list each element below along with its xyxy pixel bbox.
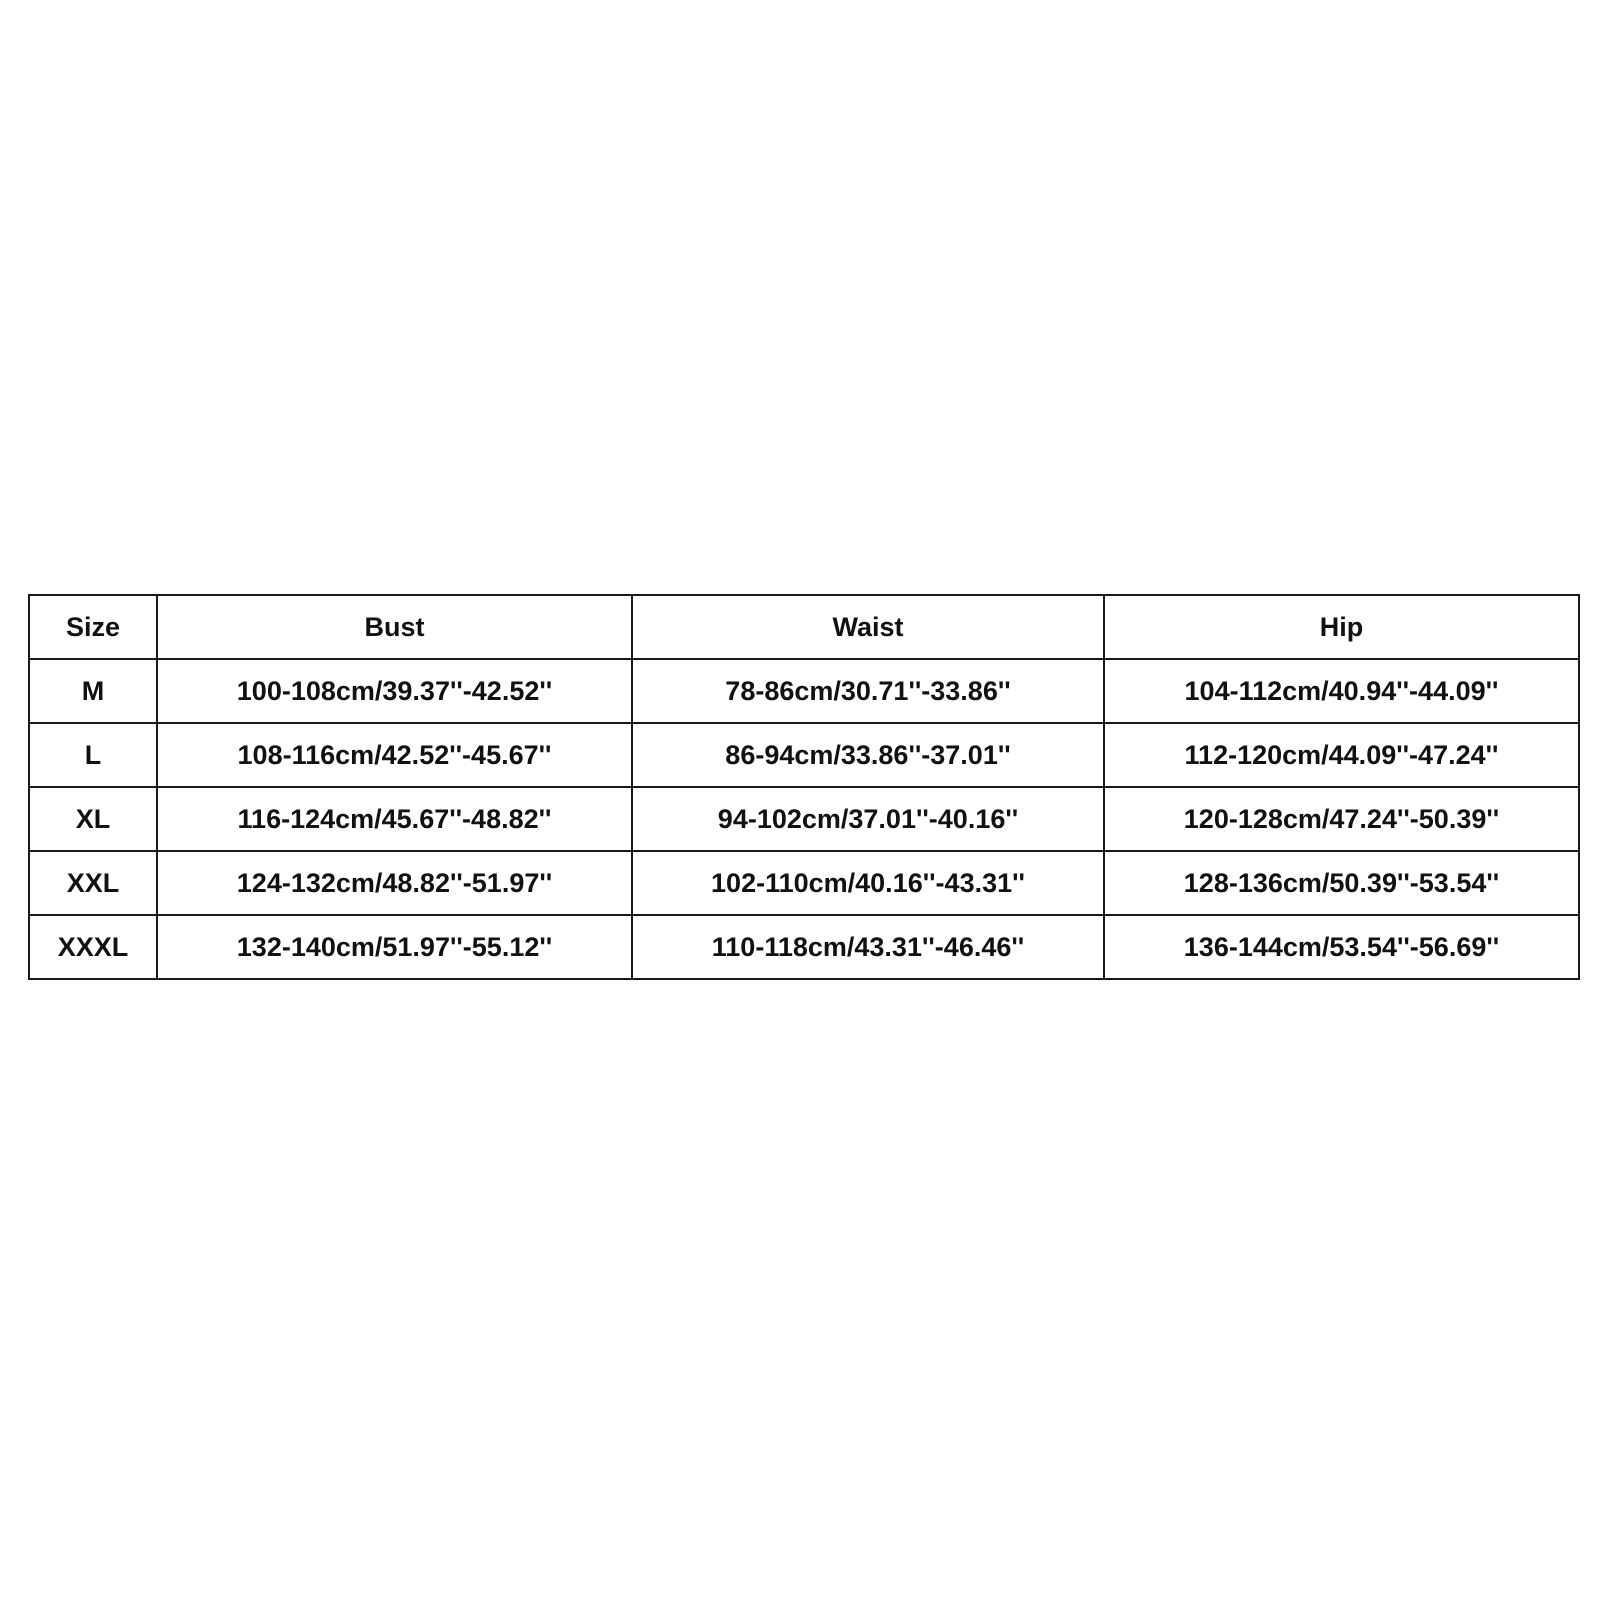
table-header-row — [29, 595, 1579, 659]
hip-cell: 104-112cm/40.94''-44.09'' — [1104, 659, 1579, 723]
bust-cell: 132-140cm/51.97''-55.12'' — [157, 915, 632, 979]
table-row — [29, 659, 1579, 723]
size-cell: L — [29, 723, 157, 787]
hip-cell: 120-128cm/47.24''-50.39'' — [1104, 787, 1579, 851]
waist-cell: 102-110cm/40.16''-43.31'' — [632, 851, 1104, 915]
header-waist: Waist — [632, 595, 1104, 659]
size-cell: XL — [29, 787, 157, 851]
table-row — [29, 723, 1579, 787]
bust-cell: 124-132cm/48.82''-51.97'' — [157, 851, 632, 915]
table-row — [29, 851, 1579, 915]
waist-cell: 78-86cm/30.71''-33.86'' — [632, 659, 1104, 723]
bust-cell: 108-116cm/42.52''-45.67'' — [157, 723, 632, 787]
size-cell: M — [29, 659, 157, 723]
bust-cell: 116-124cm/45.67''-48.82'' — [157, 787, 632, 851]
waist-cell: 94-102cm/37.01''-40.16'' — [632, 787, 1104, 851]
header-hip: Hip — [1104, 595, 1579, 659]
size-chart-table — [28, 594, 1580, 980]
table-row — [29, 787, 1579, 851]
bust-cell: 100-108cm/39.37''-42.52'' — [157, 659, 632, 723]
hip-cell: 112-120cm/44.09''-47.24'' — [1104, 723, 1579, 787]
hip-cell: 136-144cm/53.54''-56.69'' — [1104, 915, 1579, 979]
hip-cell: 128-136cm/50.39''-53.54'' — [1104, 851, 1579, 915]
size-cell: XXXL — [29, 915, 157, 979]
header-bust: Bust — [157, 595, 632, 659]
size-cell: XXL — [29, 851, 157, 915]
table-row — [29, 915, 1579, 979]
header-size: Size — [29, 595, 157, 659]
waist-cell: 86-94cm/33.86''-37.01'' — [632, 723, 1104, 787]
waist-cell: 110-118cm/43.31''-46.46'' — [632, 915, 1104, 979]
